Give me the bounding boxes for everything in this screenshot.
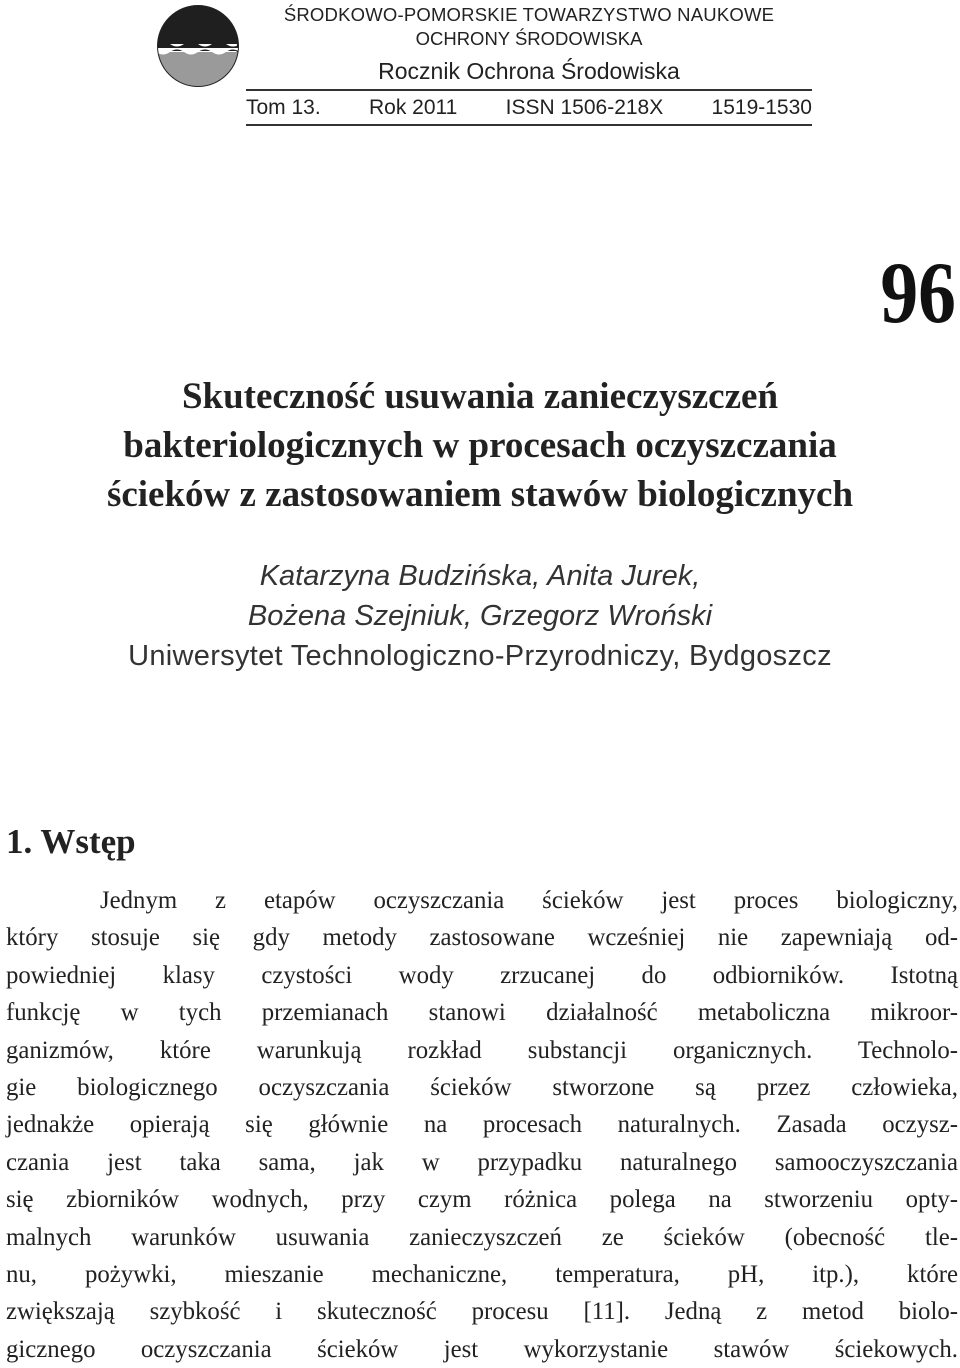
volume-number: Tom 13. xyxy=(246,96,321,119)
body-line: się zbiorników wodnych, przy czym różnica polega na stworzeniu opty- xyxy=(6,1186,958,1214)
body-line: gie biologicznego oczyszczania ścieków stworzone są przez człowieka, xyxy=(6,1073,958,1101)
organization-name-line2: OCHRONY ŚRODOWISKA xyxy=(415,28,643,49)
body-line: nu, pożywki, mieszanie mechaniczne, temperatura, pH, itp.), które xyxy=(6,1260,958,1288)
organization-name-line1: ŚRODKOWO-POMORSKIE TOWARZYSTWO NAUKOWE xyxy=(283,4,775,25)
authors-line: Bożena Szejniuk, Grzegorz Wroński xyxy=(247,600,713,632)
body-line: jednakże opierają się głównie na procesach naturalnych. Zasada oczysz- xyxy=(6,1111,958,1139)
authors xyxy=(0,556,960,636)
body-line: Jednym z etapów oczyszczania ścieków jest proces biologiczny, xyxy=(100,887,958,914)
publication-year: Rok 2011 xyxy=(369,96,458,119)
title-line: ścieków z zastosowaniem stawów biologicznych xyxy=(106,474,854,515)
authors-line: Katarzyna Budzińska, Anita Jurek, xyxy=(259,560,701,592)
title-line: bakteriologicznych w procesach oczyszczania xyxy=(123,425,837,466)
header-rule-bottom xyxy=(246,124,812,126)
society-logo-icon xyxy=(156,4,240,88)
body-line: powiedniej klasy czystości wody zrzucanej do odbiorników. Istotną xyxy=(6,961,958,989)
title-line: Skuteczność usuwania zanieczyszczeń xyxy=(181,376,779,417)
body-line: ganizmów, które warunkują rozkład substancji organicznych. Technolo- xyxy=(6,1036,958,1064)
body-text xyxy=(6,882,958,1368)
body-line: zwiększają szybkość i skuteczność procesu [11]. Jedną z metod biolo- xyxy=(6,1298,958,1326)
body-line: gicznego oczyszczania ścieków jest wykorzystanie stawów ściekowych. xyxy=(6,1335,958,1363)
volume-line xyxy=(246,94,812,122)
header-rule-top xyxy=(246,89,812,91)
body-line: czania jest taka sama, jak w przypadku naturalnego samooczyszczania xyxy=(6,1148,958,1176)
body-line: malnych warunków usuwania zanieczyszczeń ze ścieków (obecność tle- xyxy=(6,1223,958,1251)
page-range: 1519-1530 xyxy=(711,96,812,119)
body-line: funkcję w tych przemianach stanowi działalność metaboliczna mikroor- xyxy=(6,999,958,1027)
body-line: który stosuje się gdy metody zastosowane wcześniej nie zapewniają od- xyxy=(6,924,958,952)
paper-number: 96 xyxy=(880,245,956,342)
paper-title xyxy=(0,372,960,519)
issn: ISSN 1506-218X xyxy=(505,96,664,119)
journal-title: Rocznik Ochrona Środowiska xyxy=(378,58,680,84)
section-heading: 1. Wstęp xyxy=(6,822,136,861)
affiliation: Uniwersytet Technologiczno-Przyrodniczy, Bydgoszcz xyxy=(128,640,832,672)
